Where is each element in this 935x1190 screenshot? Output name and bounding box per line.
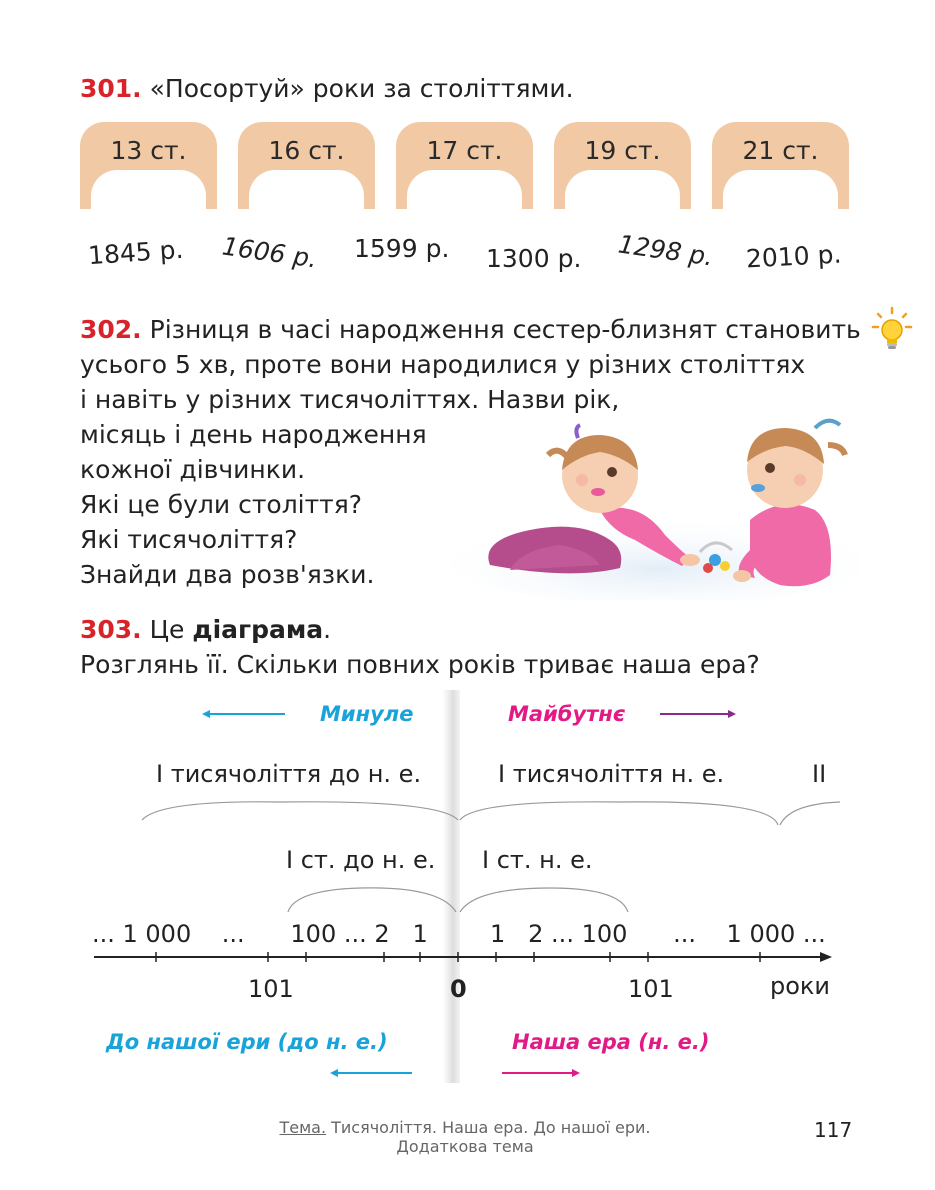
task-303-heading: 303. Це діаграма. — [80, 615, 332, 644]
task-302-line: Знайди два розв'язки. — [80, 560, 375, 589]
century-tab — [712, 122, 849, 209]
year-card[interactable]: 2010 р. — [745, 239, 843, 274]
task-302-line: Які це були століття? — [80, 490, 363, 519]
axis-numbers-right: 1 2 ... 100 ... 1 000 ... — [490, 920, 826, 948]
zero-band — [442, 690, 460, 1083]
task-text: «Посортуй» роки за століттями. — [149, 74, 574, 103]
century-tab — [238, 122, 375, 209]
brace-millennium-ad — [460, 802, 778, 825]
brace-century-ad — [460, 888, 628, 912]
task-303-question: Розглянь її. Скільки повних років триває наша ера? — [80, 650, 760, 679]
axis-numbers-left: ... 1 000 ... 100 ... 2 1 — [92, 920, 428, 948]
brace-millennium-bc — [142, 802, 458, 820]
task-number: 301. — [80, 74, 142, 103]
page-number: 117 — [814, 1118, 853, 1142]
task-302-line: Які тисячоліття? — [80, 525, 298, 554]
task-301-heading — [80, 72, 574, 106]
page-footer-topic: Тема. Тисячоліття. Наша ера. До нашої ери. Додаткова тема — [279, 1118, 651, 1156]
century-label: 21 ст. — [742, 136, 819, 165]
task-number: 303. — [80, 615, 142, 644]
century-label: 16 ст. — [268, 136, 345, 165]
task-302-line: 302. Різниця в часі народження сестер-близнят становить — [80, 315, 861, 344]
below-right-number: 101 — [628, 975, 674, 1003]
future-label: Майбутнє — [508, 702, 626, 726]
year-card[interactable]: 1298 р. — [616, 229, 715, 272]
task-number: 302. — [80, 315, 142, 344]
century-tab — [554, 122, 691, 209]
brace-millennium-next — [780, 802, 840, 825]
millennium-ad-label: І тисячоліття н. е. — [498, 760, 725, 788]
century-bc-label: І ст. до н. е. — [286, 846, 436, 874]
century-label: 19 ст. — [584, 136, 661, 165]
past-label: Минуле — [320, 702, 414, 726]
bc-era-label: До нашої ери (до н. е.) — [106, 1030, 388, 1054]
millennium-next-label: ІІ — [812, 760, 827, 788]
task-302-line: кожної дівчинки. — [80, 455, 306, 484]
task-302-line: місяць і день народження — [80, 420, 427, 449]
century-label: 17 ст. — [426, 136, 503, 165]
century-tab — [80, 122, 217, 209]
task-302-line: і навіть у різних тисячоліттях. Назви рік, — [80, 385, 620, 414]
century-tab — [396, 122, 533, 209]
timeline-diagram — [80, 690, 860, 1090]
century-label: 13 ст. — [110, 136, 187, 165]
year-card[interactable]: 1599 р. — [354, 234, 450, 263]
lightbulb-icon — [870, 306, 914, 354]
topic-label: Тема. — [279, 1118, 327, 1137]
year-card[interactable]: 1606 р. — [220, 231, 319, 274]
ad-era-label: Наша ера (н. е.) — [512, 1030, 710, 1054]
brace-century-bc — [288, 888, 456, 912]
term-diagram: діаграма — [192, 615, 324, 644]
task-302-line: усього 5 хв, проте вони народилися у різних століттях — [80, 350, 806, 379]
century-ad-label: І ст. н. е. — [482, 846, 593, 874]
below-left-number: 101 — [248, 975, 294, 1003]
zero-label: 0 — [450, 975, 467, 1003]
year-card[interactable]: 1845 р. — [87, 234, 185, 271]
twin-babies-illustration — [450, 400, 860, 600]
millennium-bc-label: І тисячоліття до н. е. — [156, 760, 422, 788]
year-card[interactable]: 1300 р. — [486, 244, 582, 273]
units-label: роки — [770, 972, 831, 1000]
